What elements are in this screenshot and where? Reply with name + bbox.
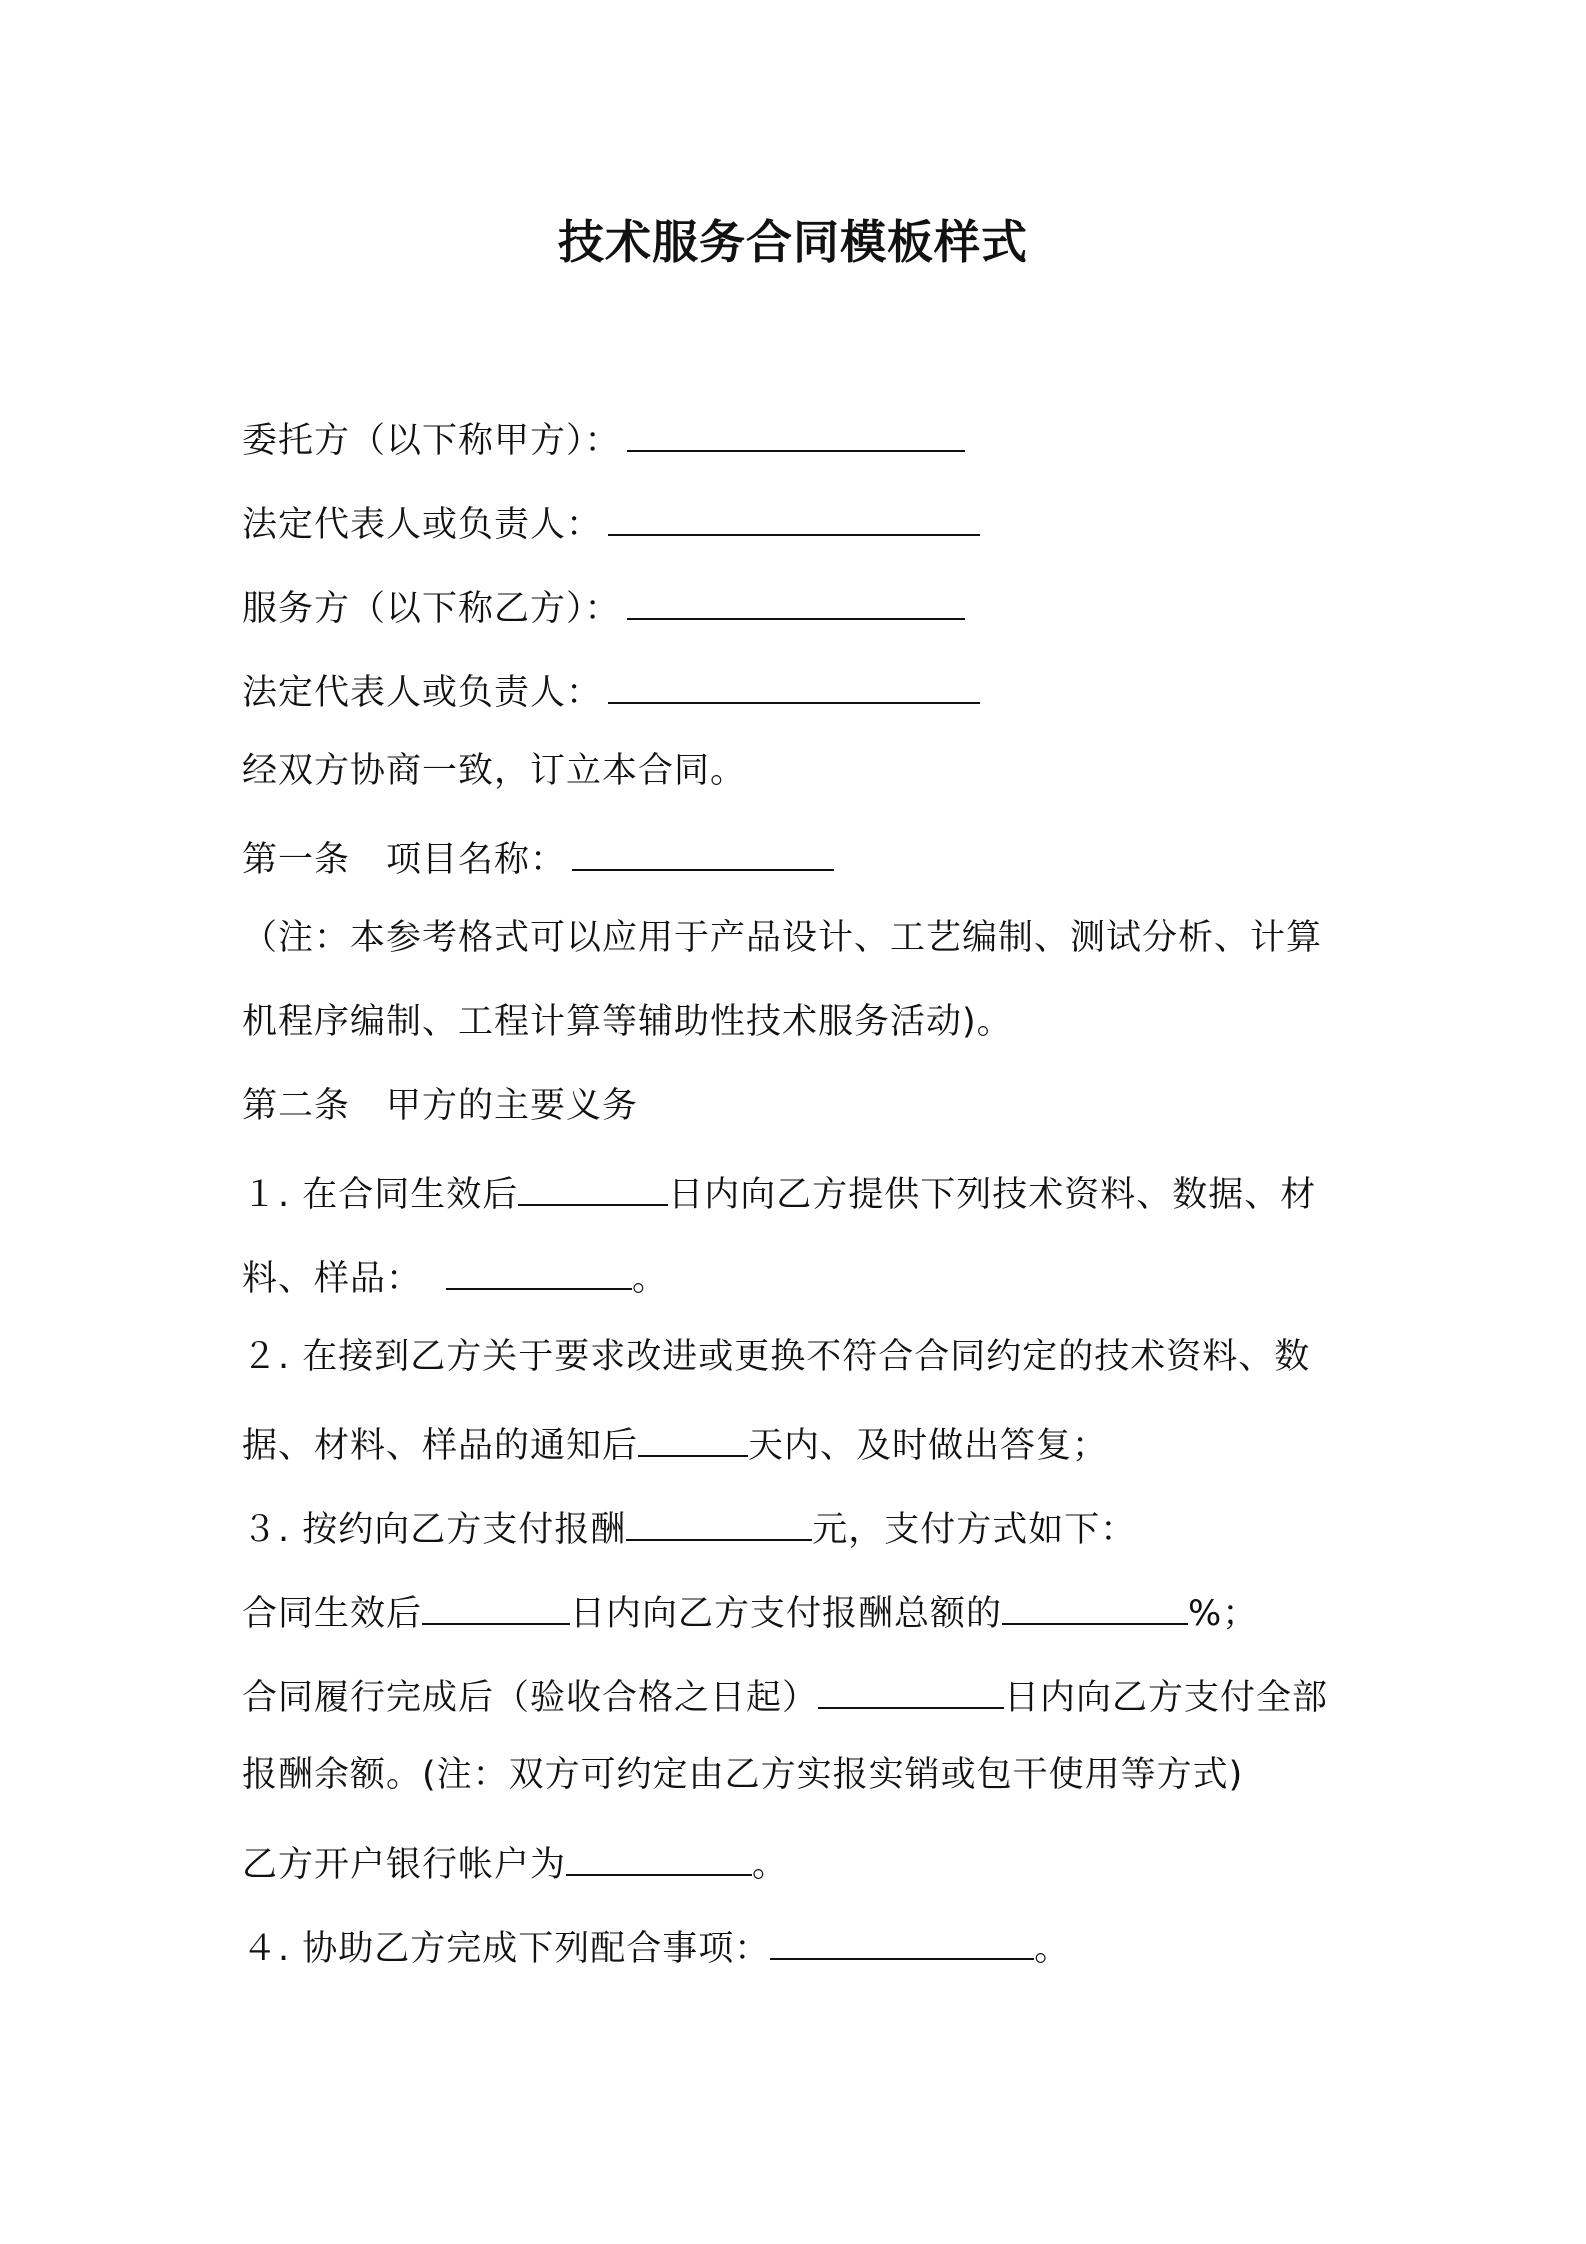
clause-4-text: ４. 协助乙方完成下列配合事项： — [242, 1929, 771, 1969]
clause-1-continued — [242, 1248, 668, 1304]
clause-1-days-blank[interactable] — [518, 1164, 668, 1206]
document-title: 技术服务合同模板样式 — [558, 215, 1028, 269]
payment-term-2-continued: 报酬余额。(注：双方可约定由乙方实报实销或包干使用等方式) — [242, 1755, 1244, 1795]
payment-term-1 — [242, 1583, 1258, 1639]
article-2-heading: 第二条 甲方的主要义务 — [242, 1086, 639, 1126]
agreement-statement: 经双方协商一致，订立本合同。 — [242, 751, 747, 791]
payment-amount-blank[interactable] — [626, 1499, 812, 1541]
party-a-representative-blank[interactable] — [608, 494, 980, 536]
clause-2-days-blank[interactable] — [638, 1415, 748, 1457]
project-name-blank[interactable] — [572, 829, 834, 871]
clause-1-continued-text: 料、样品： — [242, 1259, 423, 1299]
clause-1-line — [242, 1164, 1316, 1220]
cooperation-items-blank[interactable] — [770, 1918, 1034, 1960]
payment-term-1-text-c: %； — [1188, 1594, 1259, 1634]
note-line-2: 机程序编制、工程计算等辅助性技术服务活动)。 — [242, 1002, 1013, 1042]
payment-days-blank[interactable] — [422, 1583, 570, 1625]
clause-2-text-b: 天内、及时做出答复； — [748, 1426, 1109, 1466]
bank-account-period: 。 — [752, 1845, 789, 1885]
party-a-line — [242, 410, 965, 466]
samples-blank[interactable] — [446, 1248, 632, 1290]
clause-3-text-a: ３. 按约向乙方支付报酬 — [242, 1510, 627, 1550]
clause-3-text-b: 元，支付方式如下： — [812, 1510, 1137, 1550]
clause-1-text-b: 日内向乙方提供下列技术资料、数据、材 — [668, 1175, 1317, 1215]
payment-term-2 — [242, 1667, 1328, 1723]
party-b-blank[interactable] — [627, 578, 965, 620]
party-a-blank[interactable] — [627, 410, 965, 452]
payment-term-2-text-b: 日内向乙方支付全部 — [1004, 1678, 1329, 1718]
completion-days-blank[interactable] — [818, 1667, 1004, 1709]
party-b-label: 服务方（以下称乙方）： — [242, 589, 621, 629]
clause-2-text-a: 据、材料、样品的通知后 — [242, 1426, 639, 1466]
party-b-representative-blank[interactable] — [608, 662, 980, 704]
bank-account-blank[interactable] — [566, 1834, 752, 1876]
payment-term-2-text-a: 合同履行完成后（验收合格之日起） — [242, 1678, 819, 1718]
party-b-representative-label: 法定代表人或负责人： — [242, 673, 603, 713]
clause-4-period: 。 — [1034, 1929, 1071, 1969]
clause-1-period: 。 — [632, 1259, 669, 1299]
payment-term-1-text-a: 合同生效后 — [242, 1594, 423, 1634]
bank-account-line — [242, 1834, 788, 1890]
note-line-1: （注：本参考格式可以应用于产品设计、工艺编制、测试分析、计算 — [242, 918, 1323, 958]
party-b-line — [242, 578, 965, 634]
clause-1-text-a: １. 在合同生效后 — [242, 1175, 519, 1215]
party-a-representative-line — [242, 494, 980, 550]
clause-2-continued — [242, 1415, 1108, 1471]
clause-2-line: ２. 在接到乙方关于要求改进或更换不符合合同约定的技术资料、数 — [242, 1337, 1311, 1377]
clause-3-line — [242, 1499, 1136, 1555]
party-a-representative-label: 法定代表人或负责人： — [242, 505, 603, 545]
payment-percent-blank[interactable] — [1002, 1583, 1188, 1625]
party-a-label: 委托方（以下称甲方）： — [242, 421, 621, 461]
clause-4-line — [242, 1918, 1070, 1974]
article-1-label: 第一条 项目名称： — [242, 840, 567, 880]
payment-term-1-text-b: 日内向乙方支付报酬总额的 — [570, 1594, 1003, 1634]
party-b-representative-line — [242, 662, 980, 718]
article-1-line — [242, 829, 834, 885]
bank-account-label: 乙方开户银行帐户为 — [242, 1845, 567, 1885]
